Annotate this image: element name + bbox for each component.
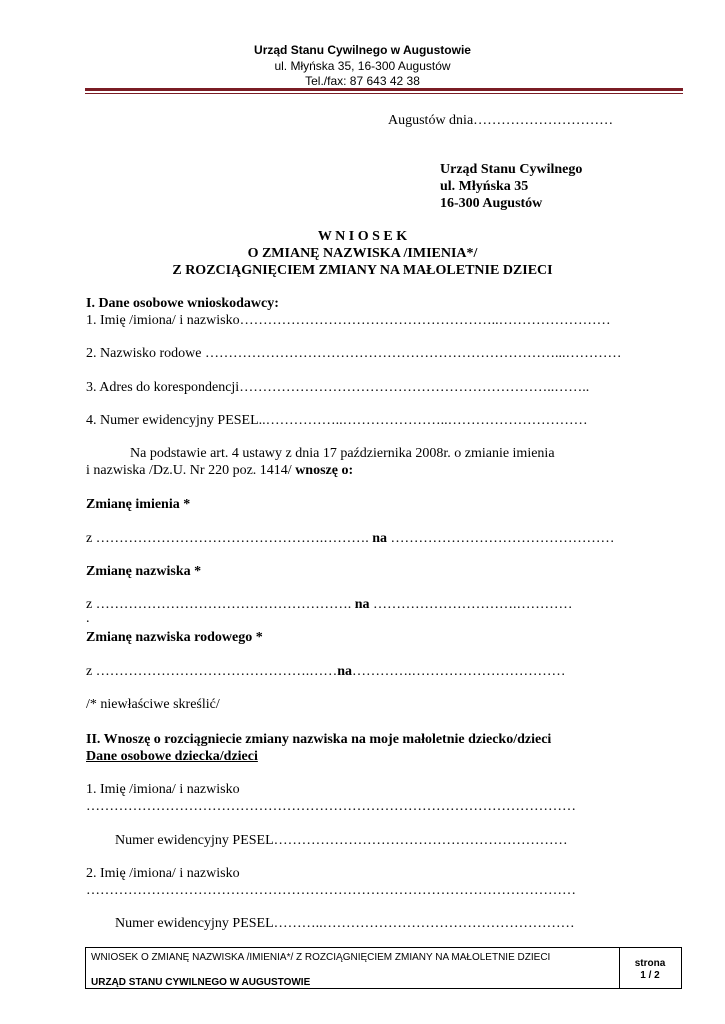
footer-info: [86, 948, 620, 988]
first-name-to: …………………………………………: [387, 531, 615, 546]
header-rule-thin: [85, 93, 683, 94]
first-name-change-field: [86, 531, 615, 547]
document-title: W N I O S E K: [317, 229, 408, 244]
birth-surname-change-field: [86, 664, 566, 680]
birth-surname-to: ………….……………………………: [352, 664, 566, 679]
surname-to: ………………………….…………: [369, 597, 573, 612]
child1-pesel-field: Numer ewidencyjny PESEL………………………………………………………: [115, 833, 568, 848]
child2-name-field: ……………………………………………………………………………………………: [86, 883, 576, 898]
birth-surname-na: na: [337, 664, 353, 679]
header-rule-thick: [85, 88, 683, 91]
surname-from: z ……………………………………………….: [86, 597, 355, 612]
document-subtitle-2: Z ROZCIĄGNIĘCIEM ZMIANY NA MAŁOLETNIE DZIECI: [172, 263, 553, 278]
applicant-address-field: 3. Adres do korespondencji…………………………………………………………..……..: [86, 380, 590, 395]
first-name-change-heading: Zmianę imienia *: [86, 497, 191, 512]
surname-change-field: [86, 597, 573, 613]
section1-heading: I. Dane osobowe wnioskodawcy:: [86, 296, 279, 311]
applicant-name-field: 1. Imię /imiona/ i nazwisko………………………………………………..……………………: [86, 313, 611, 328]
surname-na: na: [354, 597, 370, 612]
stray-dot: .: [86, 611, 90, 626]
footer-page-label: strona: [634, 958, 666, 969]
child2-name-label: 2. Imię /imiona/ i nazwisko: [86, 866, 240, 881]
applicant-birth-surname-field: 2. Nazwisko rodowe …………………………………………………………………...…………: [86, 346, 622, 361]
request-phrase: wnoszę o:: [295, 463, 354, 478]
office-name: Urząd Stanu Cywilnego w Augustowie: [254, 43, 471, 57]
office-address: ul. Młyńska 35, 16-300 Augustów: [274, 59, 451, 73]
footer-document-title: WNIOSEK O ZMIANĘ NAZWISKA /IMIENIA*/ Z ROZCIĄGNIĘCIEM ZMIANY NA MAŁOLETNIE DZIECI: [91, 952, 551, 963]
recipient-street: ul. Młyńska 35: [440, 179, 529, 194]
birth-surname-change-heading: Zmianę nazwiska rodowego *: [86, 630, 263, 645]
first-name-na: na: [372, 531, 388, 546]
recipient-name: Urząd Stanu Cywilnego: [440, 162, 583, 177]
document-subtitle-1: O ZMIANĘ NAZWISKA /IMIENIA*/: [247, 246, 478, 261]
office-phone: Tel./fax: 87 643 42 38: [305, 74, 420, 88]
page-footer: [85, 947, 682, 989]
footnote: /* niewłaściwe skreślić/: [86, 697, 220, 712]
date-line: Augustów dnia…………………………: [388, 113, 614, 128]
birth-surname-from: z ……………………………………….……: [86, 664, 338, 679]
child1-name-label: 1. Imię /imiona/ i nazwisko: [86, 782, 240, 797]
surname-change-heading: Zmianę nazwiska *: [86, 564, 202, 579]
footer-office-name: URZĄD STANU CYWILNEGO W AUGUSTOWIE: [91, 977, 311, 988]
recipient-city: 16-300 Augustów: [440, 196, 543, 211]
child2-pesel-field: Numer ewidencyjny PESEL………..………………………………………………: [115, 916, 575, 931]
section2-subheading: Dane osobowe dziecka/dzieci: [86, 749, 258, 764]
footer-page-number: 1 / 2: [640, 970, 660, 981]
child1-name-field: ……………………………………………………………………………………………: [86, 799, 576, 814]
footer-page-info: [619, 948, 681, 988]
applicant-pesel-field: 4. Numer ewidencyjny PESEL..……………..…………………..…………………………: [86, 413, 588, 428]
legal-basis-text: i nazwiska /Dz.U. Nr 220 poz. 1414/: [86, 463, 296, 478]
legal-basis-line2: [86, 463, 353, 479]
legal-basis-line1: Na podstawie art. 4 ustawy z dnia 17 października 2008r. o zmianie imienia: [130, 446, 555, 461]
first-name-from: z ………………………………………….……….: [86, 531, 373, 546]
section2-heading: II. Wnoszę o rozciągniecie zmiany nazwiska na moje małoletnie dziecko/dzieci: [86, 732, 552, 747]
